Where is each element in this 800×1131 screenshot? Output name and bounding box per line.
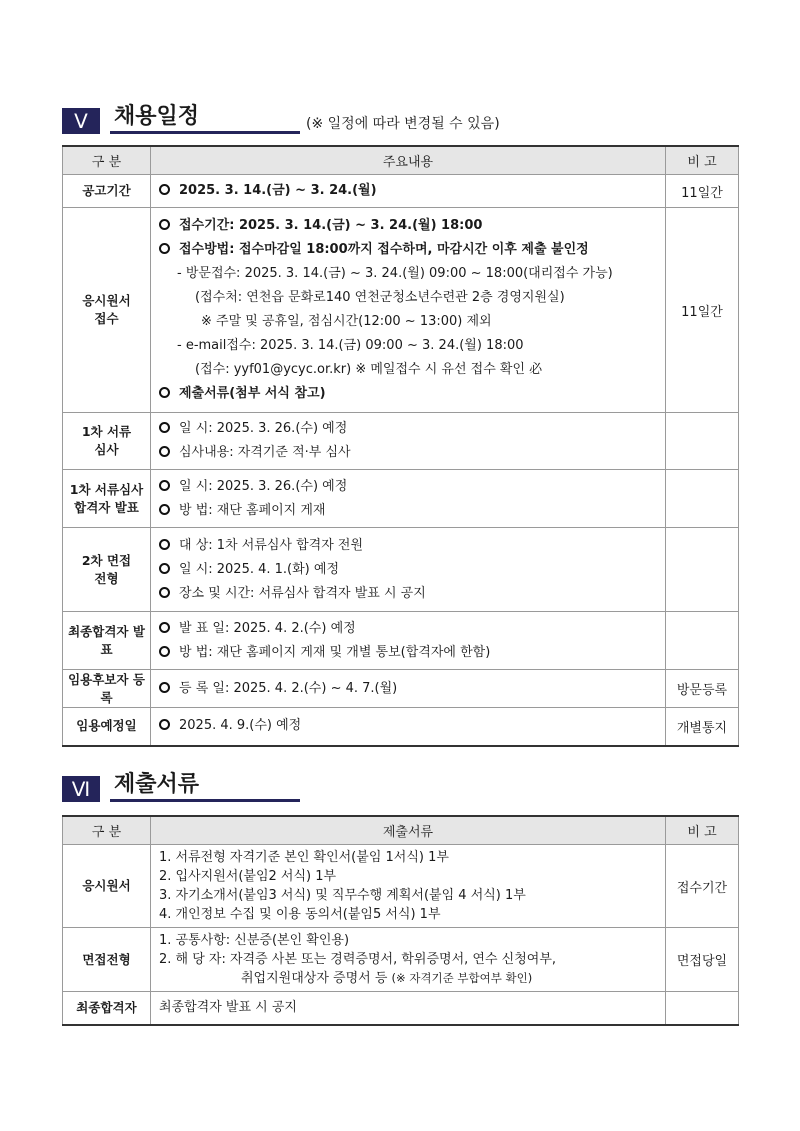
circle-bullet-icon: [159, 422, 170, 433]
row-content: 일 시: 2025. 3. 26.(수) 예정 심사내용: 자격기준 적·부 심사: [151, 413, 666, 470]
row-label: 최종합격자 발표: [63, 612, 151, 670]
row-note: 개별통지: [666, 708, 739, 746]
row-label: 응시원서 접수: [63, 208, 151, 413]
header-content: 주요내용: [151, 146, 666, 175]
row-note: [666, 528, 739, 612]
header-category: 구 분: [63, 146, 151, 175]
circle-bullet-icon: [159, 622, 170, 633]
section-5-note: (※ 일정에 따라 변경될 수 있음): [306, 116, 500, 132]
circle-bullet-icon: [159, 387, 170, 398]
row-content: 일 시: 2025. 3. 26.(수) 예정 방 법: 재단 홈페이지 게재: [151, 470, 666, 528]
row-note: [666, 992, 739, 1025]
row-content: 접수기간: 2025. 3. 14.(금) ~ 3. 24.(월) 18:00 접수방법: 접수마감일 18:00까지 접수하며, 마감시간 이후 제출 불인정 - 방문접수: 2025. 3. 14.(금) ~ 3. 24.(월) 09:00 ~ 18:00(대리접수 가능) (접수처: 연천읍 문화로140 연천군청소년수련관 2층 경영지원실) ※ 주말 및 공휴일, 점심시간(12:00 ~ 13:00) 제외 - e-mail접수: 2025. 3. 14.(금) 09:00 ~ 3. 24.(월) 18:00 (접수: yyf01@ycyc.or.kr) ※ 메일접수 시 유선 접수 확인 必 제출서류(첨부 서식 참고): [151, 208, 666, 413]
row-label: 1차 서류심사: [63, 413, 151, 470]
row-note: [666, 470, 739, 528]
row-label: 공고기간: [63, 175, 151, 208]
circle-bullet-icon: [159, 587, 170, 598]
section-5-title: 채용일정: [110, 104, 300, 134]
row-note: 11일간: [666, 208, 739, 413]
circle-bullet-icon: [159, 504, 170, 515]
row-label: 2차 면접전형: [63, 528, 151, 612]
row-note: [666, 413, 739, 470]
row-content: 등 록 일: 2025. 4. 2.(수) ~ 4. 7.(월): [151, 670, 666, 708]
table-row: [63, 670, 739, 708]
row-note: 면접당일: [666, 928, 739, 992]
table-row: [63, 992, 739, 1025]
row-content: 2025. 4. 9.(수) 예정: [151, 708, 666, 746]
documents-table: [62, 815, 739, 1026]
header-documents: 제출서류: [151, 816, 666, 845]
row-label: 1차 서류심사 합격자 발표: [63, 470, 151, 528]
row-note: 접수기간: [666, 845, 739, 928]
table-row: [63, 845, 739, 928]
section-6-heading: [62, 772, 300, 802]
header-note: 비 고: [666, 816, 739, 845]
section-5-heading: [62, 104, 500, 134]
section-6-title: 제출서류: [110, 772, 300, 802]
row-note: 11일간: [666, 175, 739, 208]
row-note: 방문등록: [666, 670, 739, 708]
row-content: 발 표 일: 2025. 4. 2.(수) 예정 방 법: 재단 홈페이지 게재 및 개별 통보(합격자에 한함): [151, 612, 666, 670]
table-row: [63, 470, 739, 528]
table-header-row: [63, 816, 739, 845]
circle-bullet-icon: [159, 446, 170, 457]
row-content: 2025. 3. 14.(금) ~ 3. 24.(월): [151, 175, 666, 208]
email-line: (접수: yyf01@ycyc.or.kr) ※ 메일접수 시 유선 접수 확인 必: [195, 362, 543, 377]
circle-bullet-icon: [159, 563, 170, 574]
table-row: [63, 612, 739, 670]
circle-bullet-icon: [159, 719, 170, 730]
circle-bullet-icon: [159, 219, 170, 230]
header-category: 구 분: [63, 816, 151, 845]
section-6-numeral: Ⅵ: [62, 776, 100, 802]
row-content: 대 상: 1차 서류심사 합격자 전원 일 시: 2025. 4. 1.(화) 예정 장소 및 시간: 서류심사 합격자 발표 시 공지: [151, 528, 666, 612]
row-label: 응시원서: [63, 845, 151, 928]
circle-bullet-icon: [159, 243, 170, 254]
table-row: [63, 208, 739, 413]
table-row: [63, 528, 739, 612]
row-label: 임용예정일: [63, 708, 151, 746]
section-5-numeral: Ⅴ: [62, 108, 100, 134]
row-content: 최종합격자 발표 시 공지: [151, 992, 666, 1025]
row-label: 최종합격자: [63, 992, 151, 1025]
row-content: 1. 공통사항: 신분증(본인 확인용) 2. 해 당 자: 자격증 사본 또는 경력증명서, 학위증명서, 연수 신청여부, 취업지원대상자 증명서 등 (※ 자격기준 부합여부 확인): [151, 928, 666, 992]
circle-bullet-icon: [159, 184, 170, 195]
row-content: 1. 서류전형 자격기준 본인 확인서(붙임 1서식) 1부 2. 입사지원서(붙임2 서식) 1부 3. 자기소개서(붙임3 서식) 및 직무수행 계획서(붙임 4 서식) 1부 4. 개인정보 수집 및 이용 동의서(붙임5 서식) 1부: [151, 845, 666, 928]
header-note: 비 고: [666, 146, 739, 175]
table-header-row: [63, 146, 739, 175]
table-row: [63, 708, 739, 746]
circle-bullet-icon: [159, 480, 170, 491]
row-label: 임용후보자 등록: [63, 670, 151, 708]
circle-bullet-icon: [159, 646, 170, 657]
table-row: [63, 928, 739, 992]
table-row: [63, 413, 739, 470]
table-row: [63, 175, 739, 208]
schedule-table: [62, 145, 739, 747]
row-note: [666, 612, 739, 670]
row-label: 면접전형: [63, 928, 151, 992]
circle-bullet-icon: [159, 539, 170, 550]
circle-bullet-icon: [159, 682, 170, 693]
